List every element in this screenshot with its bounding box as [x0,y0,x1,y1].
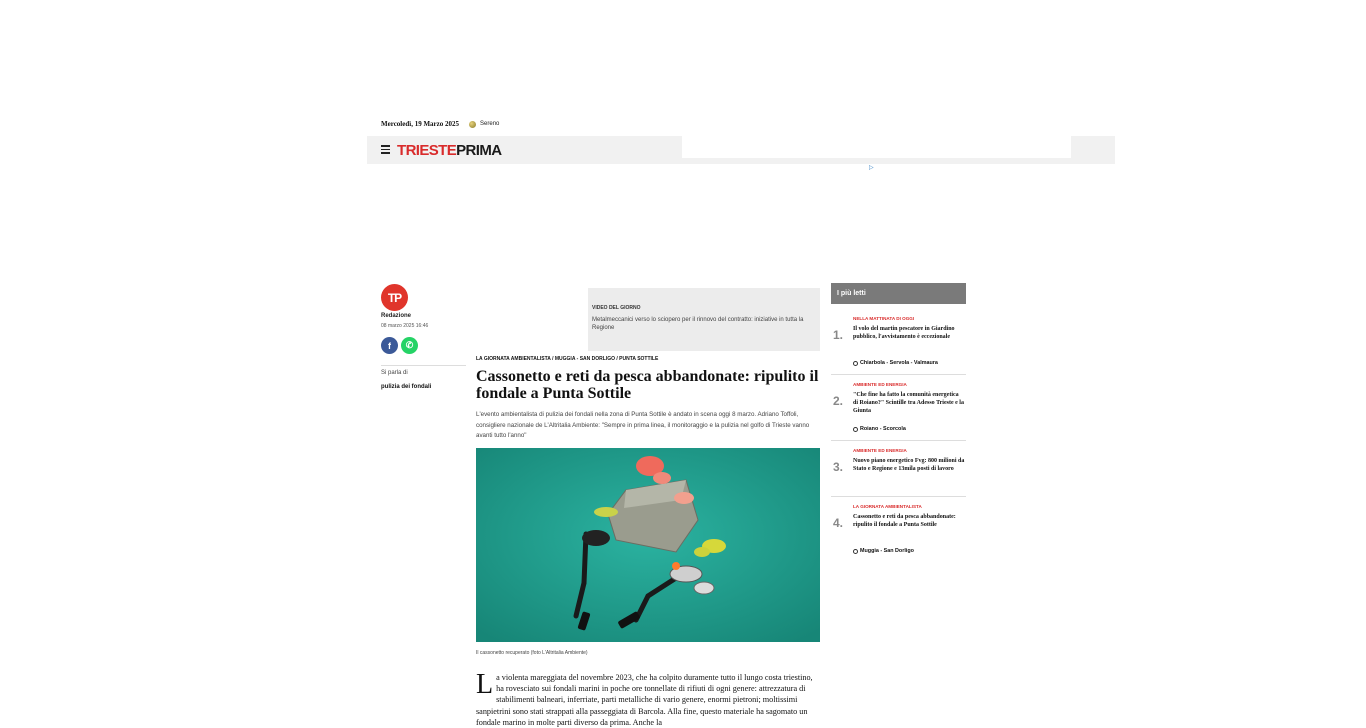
share-buttons [381,337,418,354]
rank-number: 3. [833,460,844,474]
weather-widget[interactable] [469,121,499,128]
rank-category[interactable]: AMBIENTE ED ENERGIA [853,382,907,387]
rank-location[interactable]: Chiarbola - Servola - Valmaura [853,360,938,366]
photo-caption: Il cassonetto recuperato (foto L'Altritalia Ambiente) [476,650,588,656]
header-ad-slot [682,136,1071,158]
rank-title[interactable]: Il volo del martin pescatore in Giardino pubblico, l'avvistamento è eccezionale [853,326,955,340]
rank-category[interactable]: NELLA MATTINATA DI OGGI [853,316,915,321]
divider [831,496,966,497]
rank-category[interactable]: LA GIORNATA AMBIENTALISTA [853,504,922,509]
author-name[interactable]: Redazione [381,313,412,319]
current-date: Mercoledì, 19 Marzo 2025 [381,120,460,128]
hamburger-menu-icon[interactable] [381,145,390,154]
location-pin-icon [853,427,858,432]
weather-sun-icon [469,121,476,128]
topics-label: Si parla di [381,370,408,376]
most-read-heading: I più letti [831,283,966,304]
rank-title[interactable]: Nuovo piano energetico Fvg: 800 milioni da Stato e Regione e 13mila posti di lavoro [853,458,965,472]
topic-tag[interactable]: pulizia dei fondali [381,384,432,390]
rank-location[interactable]: Roiano - Scorcola [853,426,906,432]
rank-number: 4. [833,516,844,530]
diving-photo-illustration [476,448,820,642]
video-of-the-day[interactable] [588,288,820,351]
date-bar [381,118,499,130]
weather-label: Sereno [480,121,500,127]
article-body-text: a violenta mareggiata del novembre 2023, che ha colpito duramente tutto il lungo costa triestino, ha rovesciato sui fondali marini in poche ore tonnellate di rifiuti di ogni genere: attrezzatura di stabilimenti balneari, inferriate, parti metalliche di vario genere, enormi pietroni; moltissimi sanpietrini sono stati strappati alla passeggiata di Barcola. Alla fine, questo materiale ha sagomato un fondale marino in molte parti diverso da prima. Anche la [476,673,813,727]
author-avatar[interactable]: TP [381,284,408,311]
rank-title[interactable]: Cassonetto e reti da pesca abbandonate: ripulito il fondale a Punta Sottile [853,514,956,528]
video-label: VIDEO DEL GIORNO [592,305,641,311]
rank-title[interactable]: "Che fine ha fatto la comunità energetica di Roiano?" Scintille tra Adesso Trieste e la Giunta [853,392,964,414]
divider [381,365,466,366]
site-logo[interactable]: TRIESTEPRIMA [397,142,502,159]
divider [831,440,966,441]
rank-category[interactable]: AMBIENTE ED ENERGIA [853,448,907,453]
breadcrumb[interactable]: LA GIORNATA AMBIENTALISTA / MUGGIA - SAN DORLIGO / PUNTA SOTTILE [476,356,659,362]
video-title[interactable]: Metalmeccanici verso lo sciopero per il rinnovo del contratto: iniziative in tutta la Regione [592,317,804,331]
article-photo[interactable] [476,448,820,642]
publish-date: 08 marzo 2025 16:46 [381,323,429,329]
article-body [476,669,822,728]
site-header [367,136,1115,164]
rank-number: 2. [833,394,844,408]
location-pin-icon [853,361,858,366]
whatsapp-share-button[interactable]: ✆ [401,337,418,354]
rank-location[interactable]: Muggia - San Dorligo [853,548,914,554]
article-subtitle: L'evento ambientalista di pulizia dei fondali nella zona di Punta Sottile è andato in scena oggi 8 marzo. Adriano Toffoli, consigliere nazionale de L'Altritalia Ambiente: "Sempre in prima linea, il monitoraggio e la pulizia nel golfo di Trieste vanno avanti tutto l'anno" [476,411,810,439]
facebook-share-button[interactable]: f [381,337,398,354]
rank-number: 1. [833,328,844,342]
drop-cap: L [476,669,494,700]
location-pin-icon [853,549,858,554]
adchoices-icon[interactable]: ▷ [869,165,874,171]
divider [831,374,966,375]
article-title: Cassonetto e reti da pesca abbandonate: ripulito il fondale a Punta Sottile [476,368,819,402]
